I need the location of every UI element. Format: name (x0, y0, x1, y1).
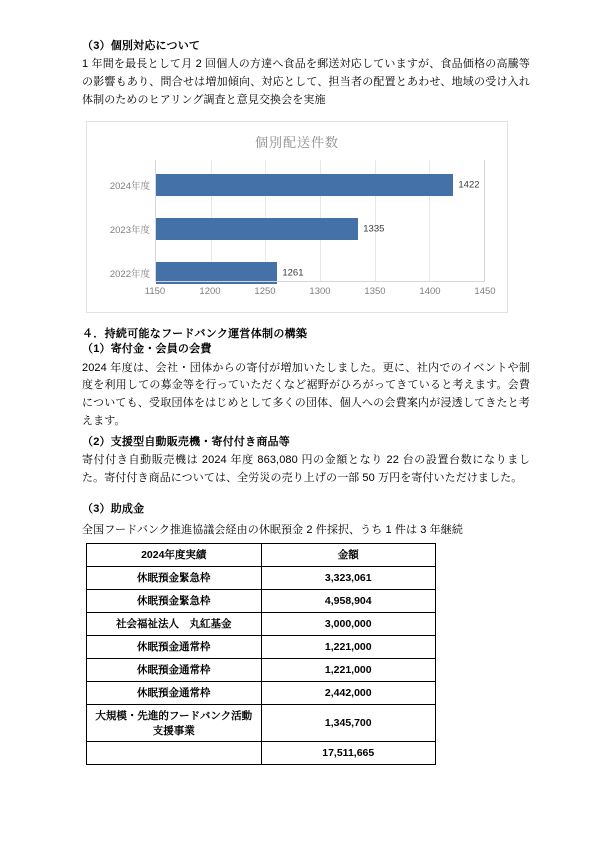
document-content (82, 38, 530, 765)
table-cell-amount: 2,442,000 (261, 681, 436, 704)
table-cell-amount: 1,221,000 (261, 635, 436, 658)
table-cell-name: 休眠預金緊急枠 (87, 566, 262, 589)
table-row (87, 704, 436, 741)
chart-bar-row (109, 174, 484, 196)
chart-title: 個別配送件数 (254, 135, 339, 151)
chart-category-label: 2024年度 (109, 181, 150, 193)
chart-bar (156, 218, 358, 240)
sub-1-heading: （1）寄付金・会員の会費 (82, 343, 212, 356)
chart-bar-value: 1261 (282, 267, 304, 279)
sub-2-heading: （2）支援型自動販売機・寄付付き商品等 (82, 435, 290, 448)
chart-bar-value: 1422 (458, 179, 480, 191)
table-row (87, 566, 436, 589)
table-cell-name: 休眠預金緊急枠 (87, 589, 262, 612)
table-row (87, 589, 436, 612)
chart-bar-row (109, 218, 484, 240)
table-cell-name: 社会福祉法人 丸紅基金 (87, 612, 262, 635)
chart-x-tick-labels: 1150 1200 1250 1300 1350 1400 1450 (144, 286, 496, 298)
chart-bar (156, 174, 453, 196)
table-cell-amount: 1,345,700 (261, 704, 436, 741)
table-cell-name: 休眠預金通常枠 (87, 681, 262, 704)
table-header-row (87, 543, 436, 566)
grant-table-caption: 全国フードバンク推進協議会経由の休眠預金 2 件採択、うち 1 件は 3 年継続 (82, 523, 463, 536)
chart-category-label: 2023年度 (109, 225, 150, 237)
sub-2-body: 寄付付き自動販売機は 2024 年度 863,080 円の金額となり 22 台の設置台数になりました。寄付付き商品については、全労災の売り上げの一部 50 万円を寄付いただけました。 (82, 453, 530, 484)
section-3-body: 1 年間を最長として月 2 回個人の方達へ食品を郵送対応していますが、食品価格の高騰等の影響もあり、問合せは増加傾向、対応として、担当者の配置とあわせ、地域の受け入れ体制のためのヒアリング調査と意見交換会を実施 (82, 58, 530, 106)
individual-delivery-chart (86, 121, 508, 313)
table-cell-amount: 4,958,904 (261, 589, 436, 612)
table-row (87, 658, 436, 681)
table-total-row (87, 741, 436, 764)
table-row (87, 635, 436, 658)
table-cell-name: 大規模・先進的フードバンク活動支援事業 (87, 704, 262, 741)
section-3-heading: （3）個別対応について (82, 40, 201, 52)
table-cell-total-label (87, 741, 262, 764)
chart-category-label: 2022年度 (109, 269, 150, 281)
sub-1-body: 2024 年度は、会社・団体からの寄付が増加いたしました。更に、社内でのイベントや制度を利用しての募金等を行っていただくなど裾野がひろがってきていると考えます。会費についても、受取団体をはじめとして多くの団体、個人への会費案内が浸透してきたと考えます。 (82, 361, 530, 427)
chart-x-axis (155, 281, 485, 282)
table-row (87, 612, 436, 635)
table-header-amount: 金額 (261, 543, 436, 566)
table-cell-name: 休眠預金通常枠 (87, 658, 262, 681)
section-4-heading: ４．持続可能なフードバンク運営体制の構築 (82, 328, 308, 341)
grant-table (86, 543, 436, 765)
table-cell-name: 休眠預金通常枠 (87, 635, 262, 658)
table-header-name: 2024年度実績 (87, 543, 262, 566)
table-cell-amount: 3,000,000 (261, 612, 436, 635)
table-row (87, 681, 436, 704)
table-cell-total-amount: 17,511,665 (261, 741, 436, 764)
table-cell-amount: 1,221,000 (261, 658, 436, 681)
chart-plot-area (109, 160, 485, 282)
chart-bar-value: 1335 (363, 223, 385, 235)
sub-3-heading: （3）助成金 (82, 503, 145, 516)
table-cell-amount: 3,323,061 (261, 566, 436, 589)
